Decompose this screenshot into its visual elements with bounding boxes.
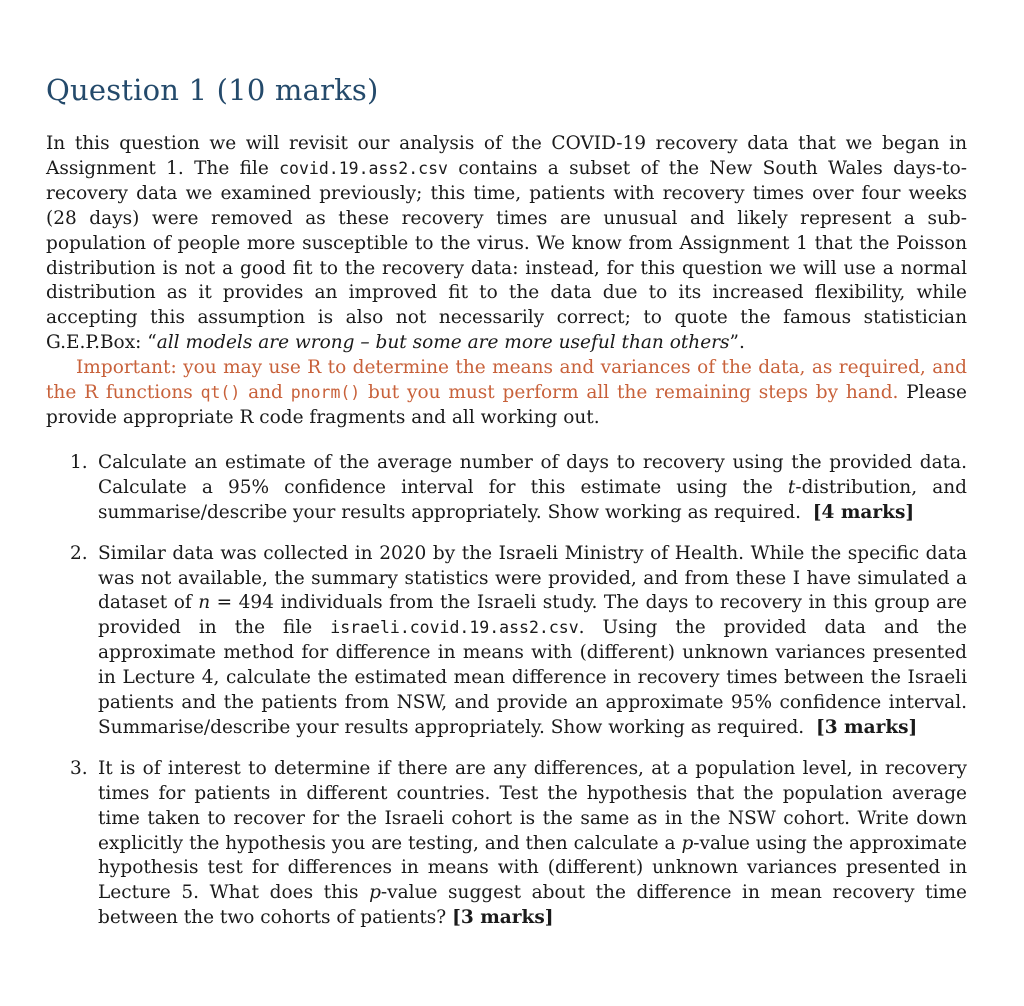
item-text: . Using the provided data and the approximate method for difference in means with (different) unknown variances presented in Lecture 4, calculate the estimated mean difference in recovery times between the Israeli patients and the patients from NSW, and provide an approximate 95% confidence interval. Summarise/describe your results appropriately. Show working as required. [98,617,967,738]
important-text: Important: you may use R to determine the means and variances of the data, as required, and the R functions [46,357,967,404]
item-text: Similar data was collected in 2020 by the Israeli Ministry of Health. While the specific data was not available, the summary statistics were provided, and from these I have simulated a dataset of [98,542,967,614]
list-item [46,451,967,526]
item-number: 1. [70,451,88,473]
important-text: and [240,382,291,404]
question-page [46,68,967,947]
important-tail-text: Please provide appropriate R code fragments and all working out. [46,382,968,428]
intro-paragraph [46,132,967,356]
marks-badge: [3 marks] [452,907,554,929]
important-text: but you must perform all the remaining steps by hand. [360,382,899,404]
filename-covid: covid.19.ass2.csv [279,158,448,178]
intro-text: In this question we will revisit our analysis of the COVID-19 recovery data that we began in Assignment 1. The file [46,133,967,179]
question-title: Question 1 (10 marks) [46,73,379,107]
marks-badge: [3 marks] [815,716,918,738]
code-qt: qt() [200,383,241,403]
marks-badge: [4 marks] [812,501,915,523]
item-text: -distribution, and summarise/describe your results appropriately. Show working as required. [98,476,967,523]
box-quote: all models are wrong – but some are more useful than others [156,332,730,354]
important-note [46,356,967,431]
math-p: p [681,832,694,854]
math-p: p [369,882,381,904]
intro-text: ”. [729,332,745,354]
list-item [46,542,967,741]
item-number: 3. [70,757,88,779]
filename-israeli: israeli.covid.19.ass2.csv [330,618,579,638]
item-text: Calculate an estimate of the average number of days to recovery using the provided data. Calculate a 95% confidence interval for this estimate using the [98,451,967,498]
item-text: = 494 individuals from the Israeli study. The days to recovery in this group are provided in the file [98,592,967,639]
important-highlight [46,357,967,403]
list-item [46,757,967,931]
item-text: -value using the approximate hypothesis test for differences in means with (different) unknown variances presented in Lecture 5. What does this [98,832,967,904]
math-t: t [787,476,796,498]
code-pnorm: pnorm() [290,383,361,403]
math-n: n [198,592,211,614]
question-intro [46,132,967,431]
item-number: 2. [70,542,88,564]
question-items [46,451,967,931]
item-text: It is of interest to determine if there are any differences, at a population level, in recovery times for patients in different countries. Test the hypothesis that the population average time taken to recover for the Israeli cohort is the same as in the NSW cohort. Write down explicitly the hypothesis you are testing, and then calculate a [98,757,967,854]
intro-text: contains a subset of the New South Wales days-to-recovery data we examined previously; this time, patients with recovery times over four weeks (28 days) were removed as these recovery times are unusual and likely represent a sub-population of people more susceptible to the virus. We know from Assignment 1 that the Poisson distribution is not a good fit to the recovery data: instead, for this question we will use a normal distribution as it provides an improved fit to the data due to its increased flexibility, while accepting this assumption is also not necessarily correct; to quote the famous statistician G.E.P.Box: “ [46,157,967,354]
item-text: -value suggest about the difference in mean recovery time between the two cohorts of patients? [98,882,967,929]
